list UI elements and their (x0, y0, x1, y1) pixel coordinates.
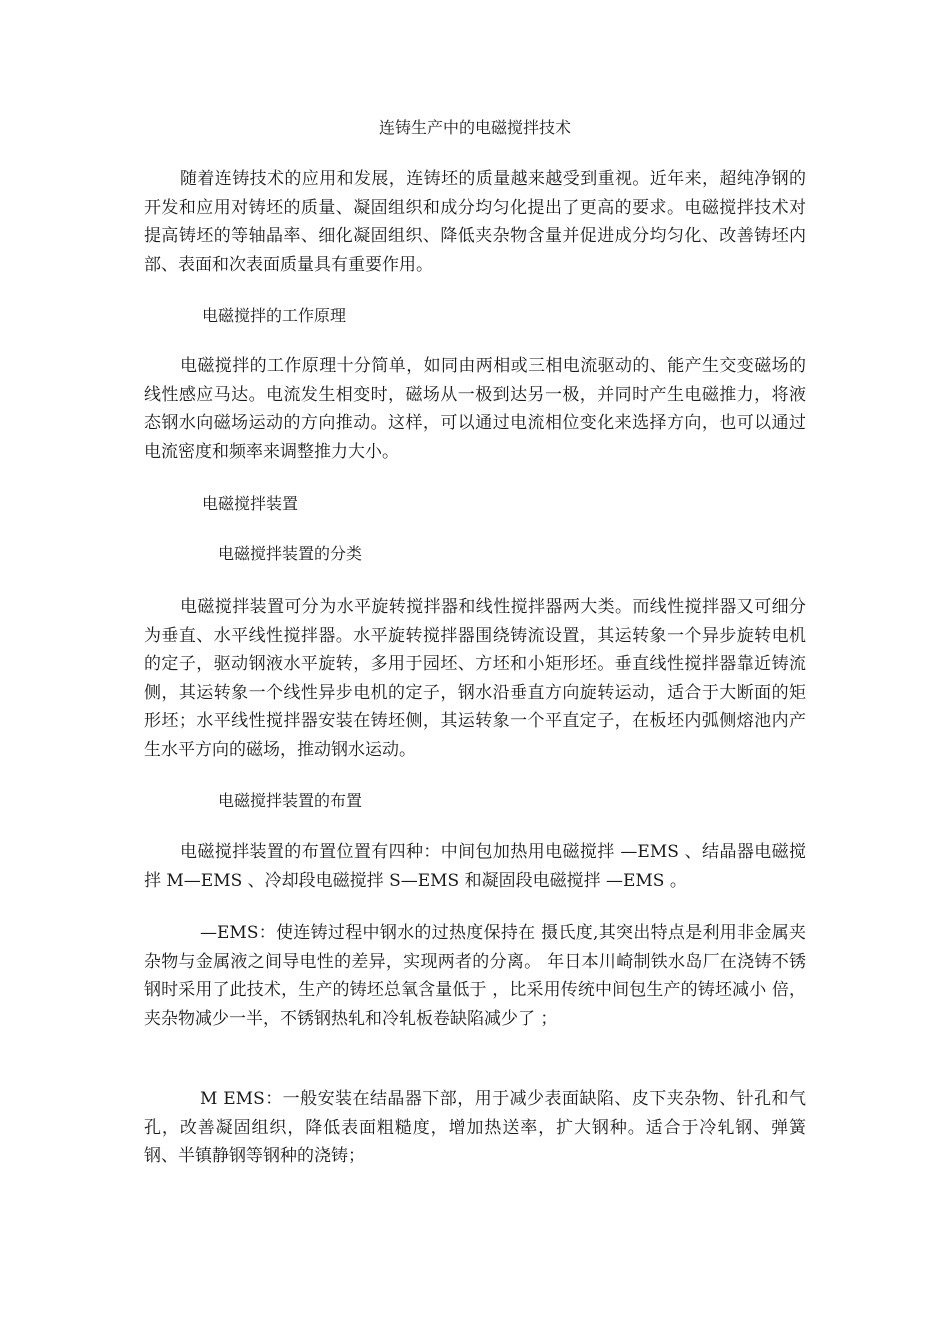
subsection-heading-arrangement: 电磁搅拌装置的布置 (218, 791, 363, 810)
subsection-heading-classification: 电磁搅拌装置的分类 (218, 544, 363, 563)
section-heading-principle: 电磁搅拌的工作原理 (202, 306, 347, 325)
mould-ems-paragraph: M EMS：一般安装在结晶器下部，用于减少表面缺陷、皮下夹杂物、针孔和气孔，改善凝固组织，降低表面粗糙度，增加热送率，扩大钢种。适合于冷轧钢、弹簧钢、半镇静钢等钢种的浇铸； (144, 1089, 806, 1166)
principle-paragraph: 电磁搅拌的工作原理十分简单，如同由两相或三相电流驱动的、能产生交变磁场的线性感应马达。电流发生相变时，磁场从一极到达另一极，并同时产生电磁推力，将液态钢水向磁场运动的方向推动。这样，可以通过电流相位变化来选择方向，也可以通过电流密度和频率来调整推力大小。 (144, 356, 806, 462)
tundish-ems-paragraph: —EMS：使连铸过程中钢水的过热度保持在 摄氏度,其突出特点是利用非金属夹杂物与金属液之间导电性的差异，实现两者的分离。 年日本川崎制铁水岛厂在浇铸不锈钢时采用了此技术，生产的铸坯总氧含量低于 ，比采用传统中间包生产的铸坯减小 倍，夹杂物减少一半，不锈钢热轧和冷轧板卷缺陷减少了 ； (144, 923, 806, 1029)
document-title: 连铸生产中的电磁搅拌技术 (378, 118, 571, 137)
classification-paragraph: 电磁搅拌装置可分为水平旋转搅拌器和线性搅拌器两大类。而线性搅拌器又可细分为垂直、水平线性搅拌器。水平旋转搅拌器围绕铸流设置，其运转象一个异步旋转电机的定子，驱动钢液水平旋转，多用于园坯、方坯和小矩形坯。垂直线性搅拌器靠近铸流侧，其运转象一个线性异步电机的定子，钢水沿垂直方向旋转运动，适合于大断面的矩形坯；水平线性搅拌器安装在铸坯侧，其运转象一个平直定子，在板坯内弧侧熔池内产生水平方向的磁场，推动钢水运动。 (144, 597, 806, 760)
arrangement-paragraph: 电磁搅拌装置的布置位置有四种：中间包加热用电磁搅拌 —EMS 、结晶器电磁搅拌 M—EMS 、冷却段电磁搅拌 S—EMS 和凝固段电磁搅拌 —EMS 。 (144, 842, 806, 891)
section-heading-device: 电磁搅拌装置 (202, 494, 299, 513)
intro-paragraph: 随着连铸技术的应用和发展，连铸坯的质量越来越受到重视。近年来，超纯净钢的开发和应用对铸坯的质量、凝固组织和成分均匀化提出了更高的要求。电磁搅拌技术对提高铸坯的等轴晶率、细化凝固组织、降低夹杂物含量并促进成分均匀化、改善铸坯内部、表面和次表面质量具有重要作用。 (144, 169, 806, 275)
